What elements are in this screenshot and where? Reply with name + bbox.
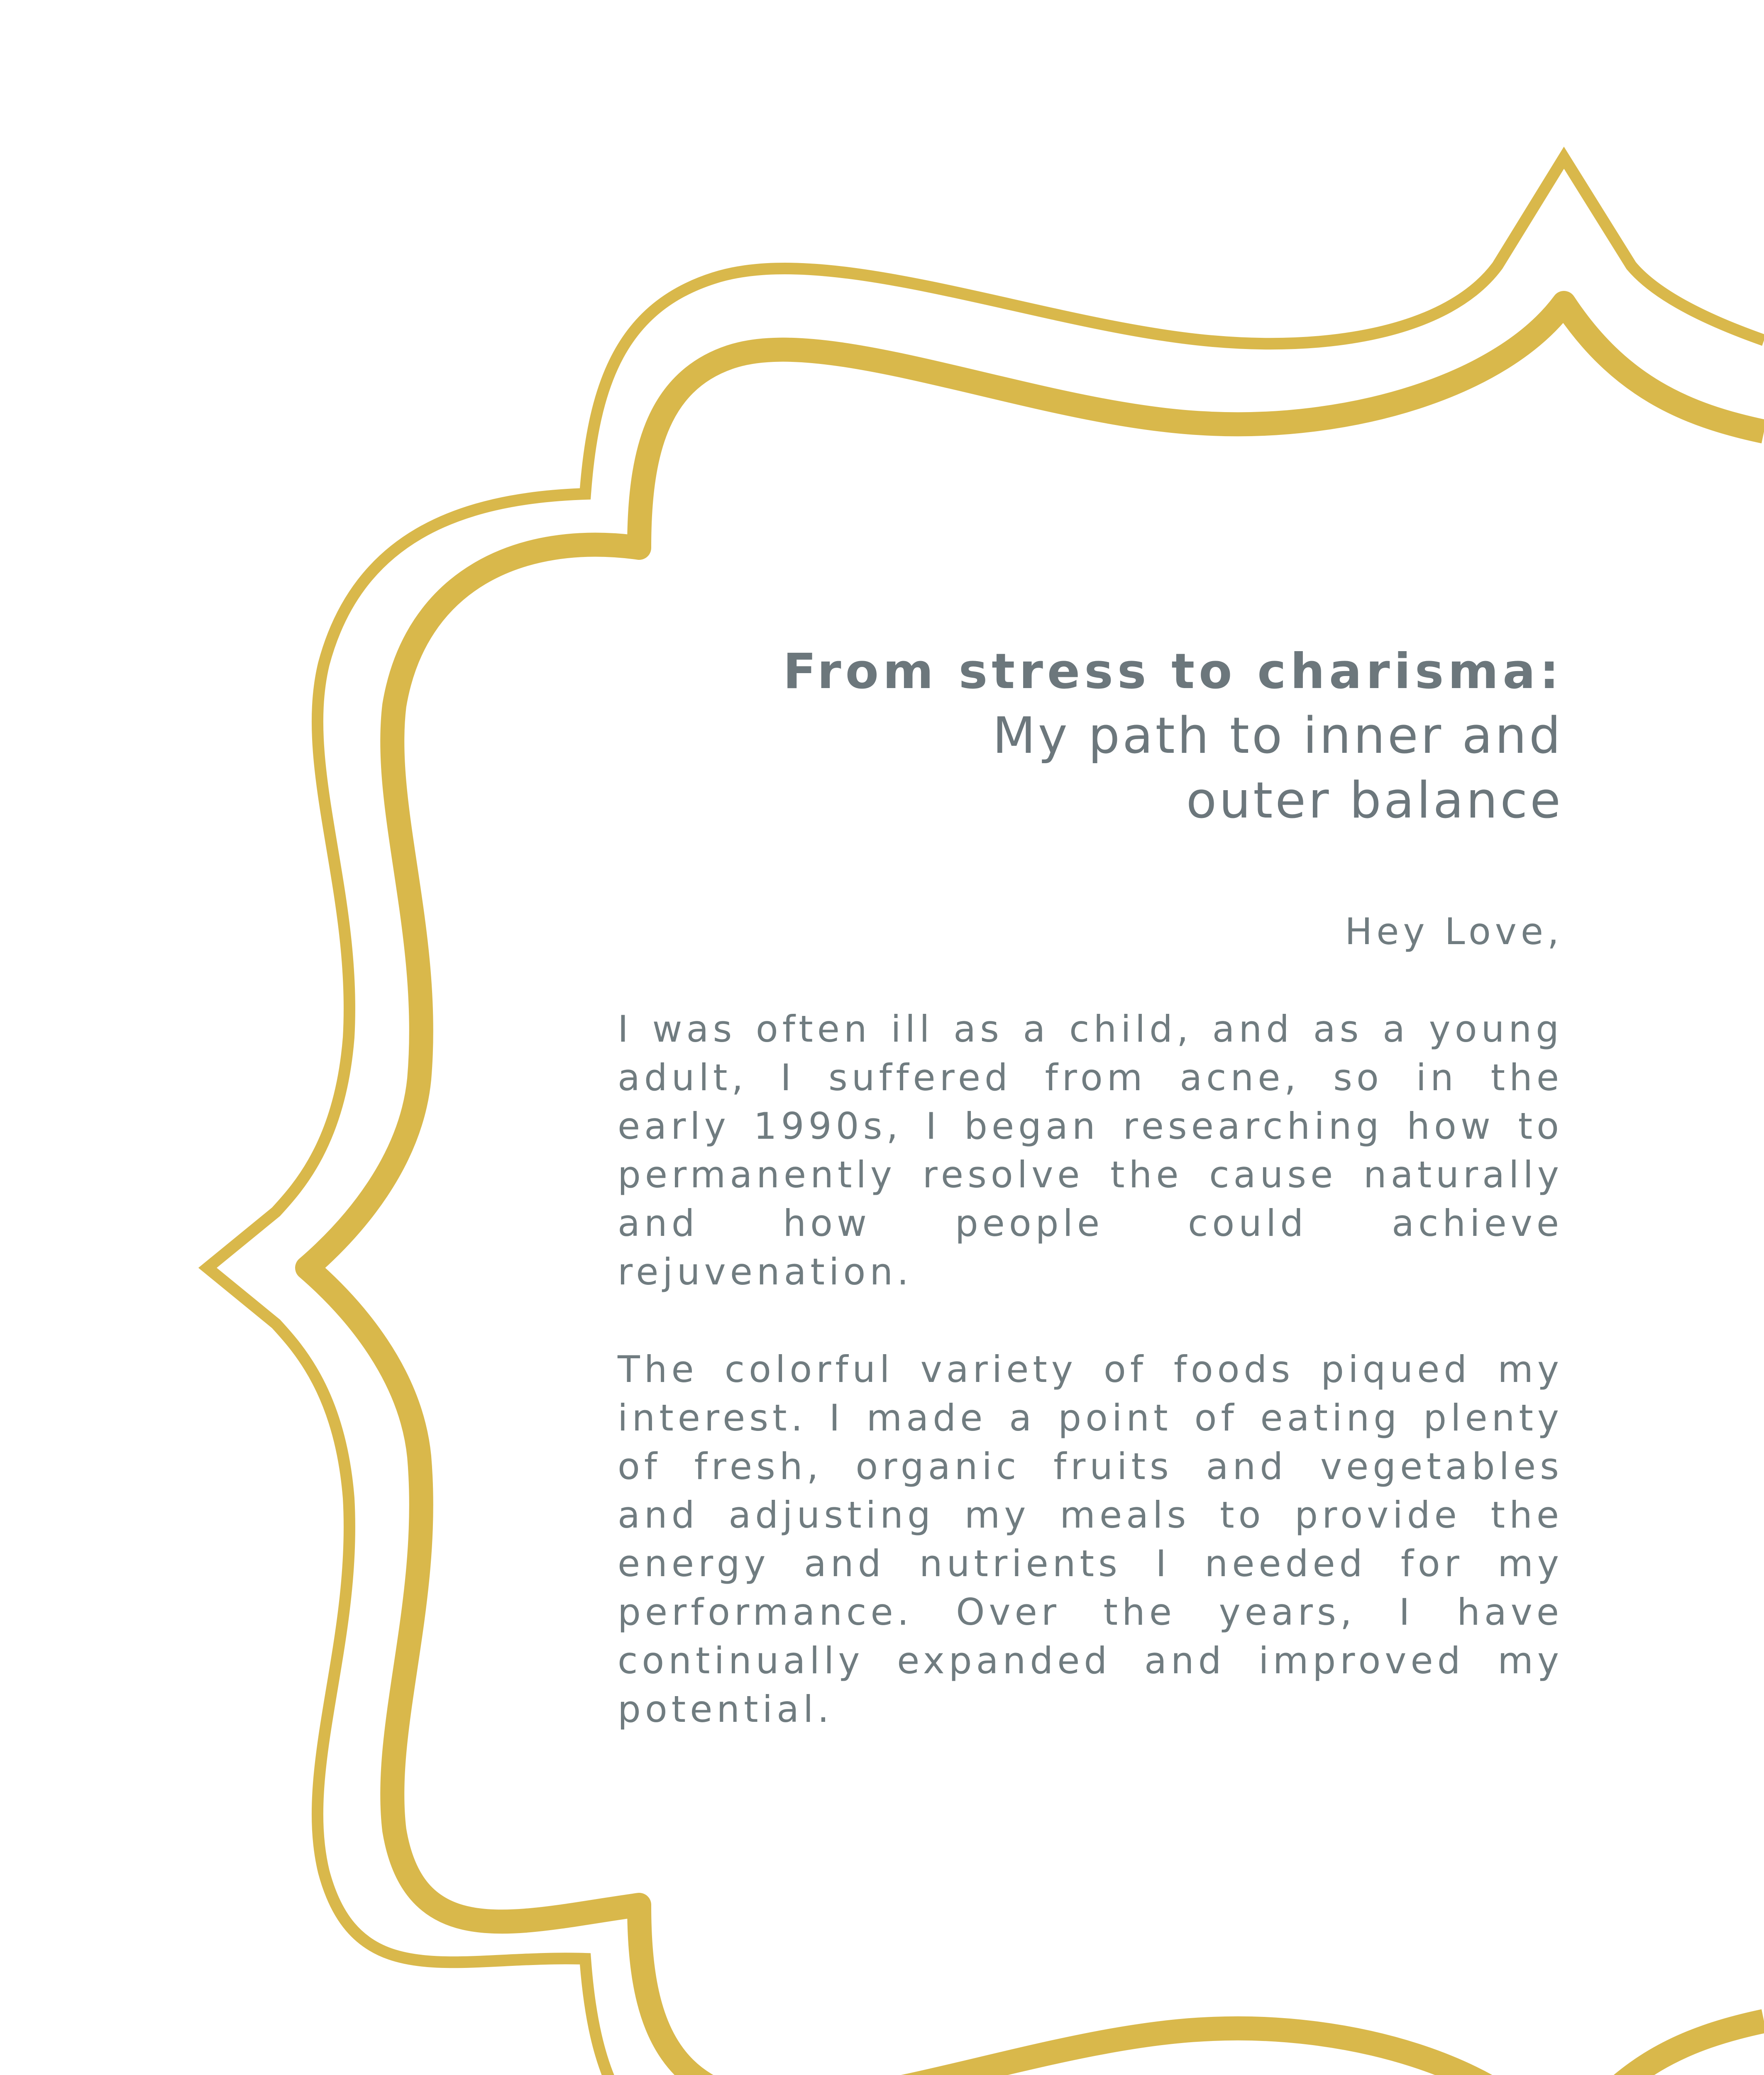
paragraph-2: The colorful variety of foods piqued my interest. I made a point of eating plenty of fresh, organic fruits and vegetables and adjusting my meals to provide the energy and nutrients I needed for my performance. Over the years, I have continually expanded and improved my potential. <box>618 1348 1563 1731</box>
subtitle-line-2: outer balance <box>1186 772 1563 830</box>
paragraph-1: I was often ill as a child, and as a young adult, I suffered from acne, so in the early 1990s, I began researching how to permanently resolve the cause naturally and how people could achieve rejuvenation. <box>618 1008 1563 1293</box>
page-subtitle <box>618 704 1563 833</box>
article <box>618 639 1563 1733</box>
subtitle-line-1: My path to inner and <box>992 707 1563 765</box>
greeting: Hey Love, <box>1345 910 1563 953</box>
page-title: From stress to charisma: <box>783 643 1563 700</box>
